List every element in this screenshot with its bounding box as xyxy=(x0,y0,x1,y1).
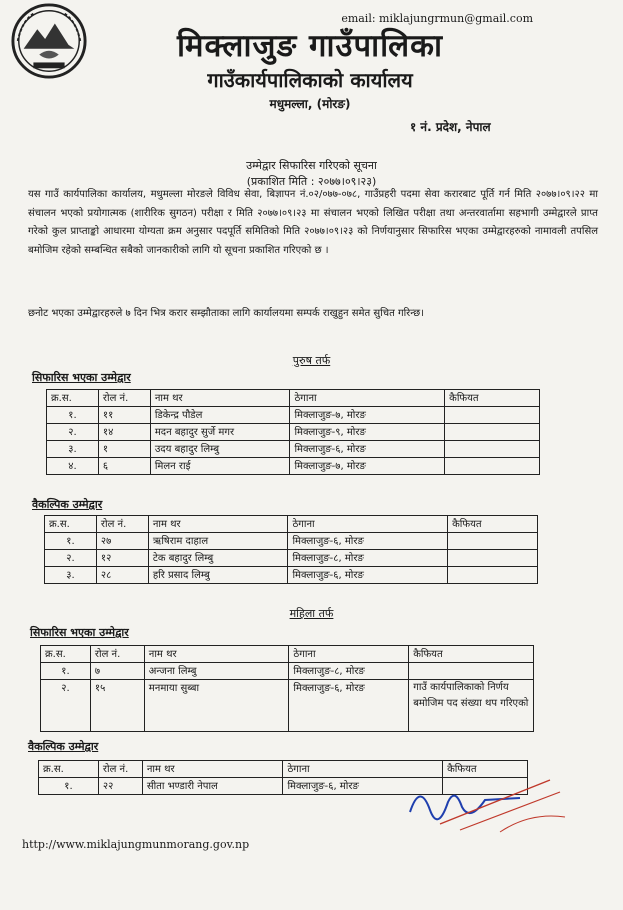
name-cell: मनमाया सुब्बा xyxy=(144,680,289,732)
address-cell: मिक्लाजुङ-६, मोरङ xyxy=(290,441,445,458)
name-cell: उदय बहादुर लिम्बु xyxy=(150,441,290,458)
remarks-cell xyxy=(445,458,540,475)
serial-cell: १. xyxy=(45,533,97,550)
female-recommended-heading: सिफारिस भएका उम्मेद्वार xyxy=(30,626,129,639)
roll-cell: १२ xyxy=(96,550,148,567)
roll-cell: ११ xyxy=(98,407,150,424)
address-cell: मिक्लाजुङ-७, मोरङ xyxy=(290,407,445,424)
column-header: रोल नं. xyxy=(98,390,150,407)
serial-cell: ३. xyxy=(45,567,97,584)
notice-paragraph: यस गाउँ कार्यपालिका कार्यालय, मधुमल्ला मोरङले विविध सेवा, बिज्ञापन नं.०२/०७७-०७८, गाउँप्रहरी पदमा सेवा करारबाट पूर्ति गर्न मिति २०७७।०९।२२ मा संचालन भएको प्रयोगात्मक (शारीरिक सुगठन) परीक्षा र मिति २०७७।०९।२३ मा संचालन भएको लिखित परीक्षा तथा अन्तरवार्तामा सहभागी उम्मेद्वारले प्राप्त गरेको कुल प्राप्ताङ्को आधारमा योग्यता क्रम अनुसार पदपूर्ति समितिको मिति २०७७।०९।२३ को निर्णयानुसार सिफारिस भएका उम्मेद्वारहरुको नामावली तपसिल बमोजिम रहेको सम्बन्धित सबैको जानकारीको लागि यो सूचना प्रकाशित गरिएको छ । xyxy=(28,189,598,256)
office-location: मधुमल्ला, (मोरङ) xyxy=(269,97,351,111)
table-header-row xyxy=(47,390,540,407)
serial-cell: २. xyxy=(45,550,97,567)
notice-instruction: छनोट भएका उम्मेद्वारहरुले ७ दिन भित्र करार सम्झौताका लागि कार्यालयमा सम्पर्क राखुहुन समेत सुचित गरिन्छ। xyxy=(28,308,424,319)
column-header: क्र.स. xyxy=(45,516,97,533)
serial-cell: १. xyxy=(41,663,91,680)
name-cell: मिलन राई xyxy=(150,458,290,475)
table-row xyxy=(47,407,540,424)
address-cell: मिक्लाजुङ-६, मोरङ xyxy=(288,533,448,550)
remarks-cell xyxy=(445,407,540,424)
name-cell: अन्जना लिम्बु xyxy=(144,663,289,680)
male-section-heading: पुरुष तर्फ xyxy=(292,354,331,367)
table-header-row xyxy=(41,646,534,663)
table-header-row xyxy=(45,516,538,533)
column-header: रोल नं. xyxy=(98,761,142,778)
serial-cell: ४. xyxy=(47,458,99,475)
name-cell: टेक बहादुर लिम्बु xyxy=(148,550,288,567)
table-row xyxy=(41,663,534,680)
table-row xyxy=(47,441,540,458)
male-alternate-heading: वैकल्पिक उम्मेद्वार xyxy=(32,498,103,511)
column-header: कैफियत xyxy=(443,761,528,778)
name-cell: मदन बहादुर सुर्जे मगर xyxy=(150,424,290,441)
serial-cell: १. xyxy=(39,778,99,795)
column-header: नाम थर xyxy=(150,390,290,407)
column-header: कैफियत xyxy=(409,646,534,663)
roll-cell: २८ xyxy=(96,567,148,584)
remarks-cell xyxy=(409,663,534,680)
name-cell: ऋषिराम दाहाल xyxy=(148,533,288,550)
serial-cell: ३. xyxy=(47,441,99,458)
signature-stamp-icon xyxy=(400,772,570,842)
column-header: ठेगाना xyxy=(290,390,445,407)
column-header: रोल नं. xyxy=(96,516,148,533)
address-cell: मिक्लाजुङ-८, मोरङ xyxy=(288,550,448,567)
roll-cell: १५ xyxy=(90,680,144,732)
table-row xyxy=(45,550,538,567)
municipality-title: मिक्लाजुङ गाउँपालिका xyxy=(176,28,444,64)
column-header: नाम थर xyxy=(142,761,283,778)
roll-cell: १ xyxy=(98,441,150,458)
roll-cell: २२ xyxy=(98,778,142,795)
address-cell: मिक्लाजुङ-६, मोरङ xyxy=(283,778,443,795)
name-cell: डिकेन्द्र पौडेल xyxy=(150,407,290,424)
column-header: नाम थर xyxy=(148,516,288,533)
remarks-cell xyxy=(448,550,538,567)
male-recommended-heading: सिफारिस भएका उम्मेद्वार xyxy=(32,371,131,384)
table-row xyxy=(47,424,540,441)
province-label: १ नं. प्रदेश, नेपाल xyxy=(410,120,491,134)
column-header: ठेगाना xyxy=(283,761,443,778)
column-header: नाम थर xyxy=(144,646,289,663)
roll-cell: ६ xyxy=(98,458,150,475)
male-alternate-table xyxy=(44,515,538,584)
publication-date: (प्रकाशित मिति : २०७७।०९।२३) xyxy=(246,175,377,188)
column-header: क्र.स. xyxy=(47,390,99,407)
address-cell: मिक्लाजुङ-७, मोरङ xyxy=(290,458,445,475)
roll-cell: २७ xyxy=(96,533,148,550)
remarks-cell xyxy=(448,567,538,584)
column-header: कैफियत xyxy=(445,390,540,407)
female-alternate-heading: वैकल्पिक उम्मेद्वार xyxy=(28,740,99,753)
table-row xyxy=(45,533,538,550)
nepal-emblem-icon xyxy=(10,2,88,80)
column-header: ठेगाना xyxy=(289,646,409,663)
table-row xyxy=(45,567,538,584)
remarks-cell xyxy=(448,533,538,550)
remarks-cell xyxy=(445,441,540,458)
column-header: क्र.स. xyxy=(41,646,91,663)
email-address: email: miklajungrmun@gmail.com xyxy=(341,12,533,25)
serial-cell: २. xyxy=(47,424,99,441)
office-title: गाउँकार्यपालिकाको कार्यालय xyxy=(207,68,413,92)
address-cell: मिक्लाजुङ-८, मोरङ xyxy=(289,663,409,680)
female-recommended-table xyxy=(40,645,534,732)
male-recommended-table xyxy=(46,389,540,475)
column-header: कैफियत xyxy=(448,516,538,533)
remarks-cell xyxy=(445,424,540,441)
name-cell: सीता भण्डारी नेपाल xyxy=(142,778,283,795)
table-row xyxy=(47,458,540,475)
roll-cell: ७ xyxy=(90,663,144,680)
address-cell: मिक्लाजुङ-६, मोरङ xyxy=(289,680,409,732)
female-section-heading: महिला तर्फ xyxy=(289,607,334,620)
roll-cell: १४ xyxy=(98,424,150,441)
column-header: रोल नं. xyxy=(90,646,144,663)
serial-cell: १. xyxy=(47,407,99,424)
column-header: क्र.स. xyxy=(39,761,99,778)
address-cell: मिक्लाजुङ-९, मोरङ xyxy=(290,424,445,441)
remarks-cell: गाउँ कार्यपालिकाको निर्णय बमोजिम पद संख्या थप गरिएको xyxy=(409,680,534,732)
name-cell: हरि प्रसाद लिम्बु xyxy=(148,567,288,584)
serial-cell: २. xyxy=(41,680,91,732)
website-link[interactable]: http://www.miklajungmunmorang.gov.np xyxy=(22,838,250,851)
table-row xyxy=(41,680,534,732)
column-header: ठेगाना xyxy=(288,516,448,533)
address-cell: मिक्लाजुङ-६, मोरङ xyxy=(288,567,448,584)
notice-title: उम्मेद्वार सिफारिस गरिएको सूचना xyxy=(246,159,377,172)
